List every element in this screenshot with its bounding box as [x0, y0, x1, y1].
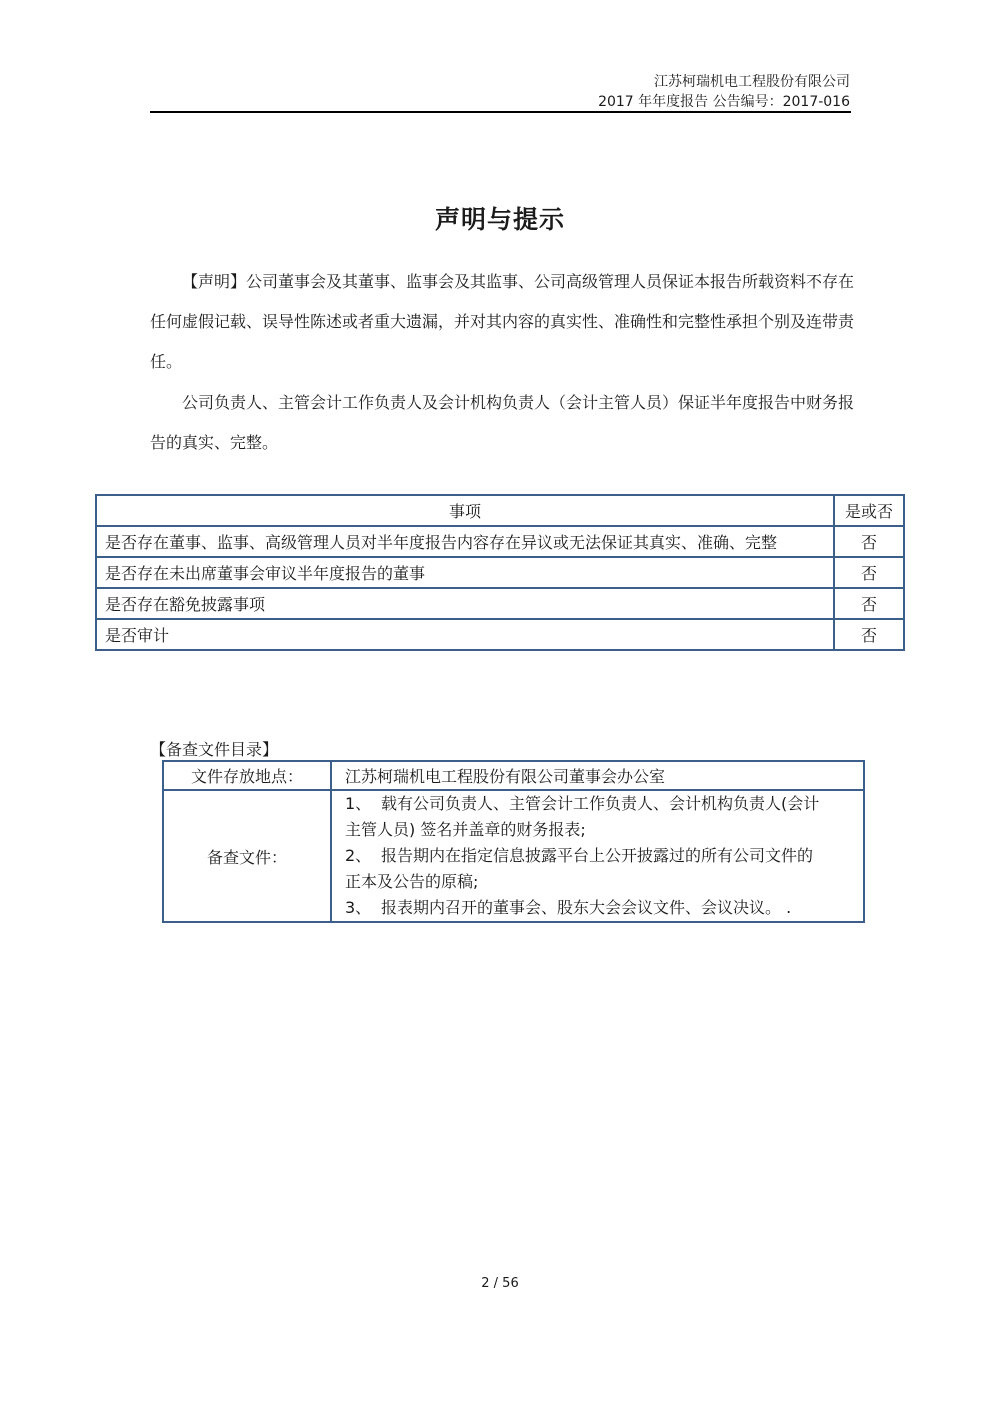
file-text-line1: 报告期内在指定信息披露平台上公开披露过的所有公司文件的: [381, 846, 814, 865]
page-header: [150, 72, 850, 112]
page-title: 声明与提示: [434, 205, 565, 234]
assurance-paragraph: 公司负责人、主管会计工作负责人及会计机构负责人（会计主管人员）保证半年度报告中财务报告的真实、完整。: [150, 393, 855, 452]
matter-item: 是否审计: [96, 619, 834, 650]
location-label: 文件存放地点：: [163, 761, 331, 790]
file-text-line2: 正本及公告的原稿;: [345, 872, 479, 891]
table-header-row: [96, 495, 904, 526]
header-item: 事项: [96, 495, 834, 526]
list-item: [345, 843, 855, 895]
files-list: [331, 790, 864, 922]
table-row: [96, 588, 904, 619]
table-row: [96, 557, 904, 588]
list-item: [345, 895, 855, 921]
header-company: 江苏柯瑞机电工程股份有限公司: [654, 74, 850, 90]
file-number: 2、: [345, 846, 372, 865]
header-divider: [150, 111, 851, 113]
reference-section-heading: 【备查文件目录】: [150, 740, 279, 759]
file-number: 3、: [345, 898, 372, 917]
files-row: [163, 790, 864, 922]
table-row: [96, 526, 904, 557]
file-number: 1、: [345, 794, 372, 813]
matter-answer: 否: [834, 557, 904, 588]
matter-item: 是否存在豁免披露事项: [96, 588, 834, 619]
matter-answer: 否: [834, 526, 904, 557]
location-value: 江苏柯瑞机电工程股份有限公司董事会办公室: [331, 761, 864, 790]
matter-item: 是否存在董事、监事、高级管理人员对半年度报告内容存在异议或无法保证其真实、准确、完整: [96, 526, 834, 557]
page-number: 2 / 56: [481, 1276, 519, 1291]
header-report-line: 2017 年年度报告 公告编号：2017-016: [598, 94, 850, 110]
file-text-line1: 报表期内召开的董事会、股东大会会议文件、会议决议。 .: [381, 898, 792, 917]
header-yes-no: 是或否: [834, 495, 904, 526]
file-text-line2: 主管人员) 签名并盖章的财务报表;: [345, 820, 586, 839]
declaration-paragraph: 【声明】公司董事会及其董事、监事会及其监事、公司高级管理人员保证本报告所载资料不存在任何虚假记载、误导性陈述或者重大遗漏，并对其内容的真实性、准确性和完整性承担个别及连带责任。: [150, 272, 855, 371]
reference-files-table: [162, 760, 865, 923]
matter-answer: 否: [834, 619, 904, 650]
file-text-line1: 载有公司负责人、主管会计工作负责人、会计机构负责人(会计: [381, 794, 820, 813]
files-label: 备查文件：: [163, 790, 331, 922]
table-row: [96, 619, 904, 650]
matter-item: 是否存在未出席董事会审议半年度报告的董事: [96, 557, 834, 588]
matters-table: [95, 494, 905, 651]
matter-answer: 否: [834, 588, 904, 619]
location-row: [163, 761, 864, 790]
list-item: [345, 791, 855, 843]
